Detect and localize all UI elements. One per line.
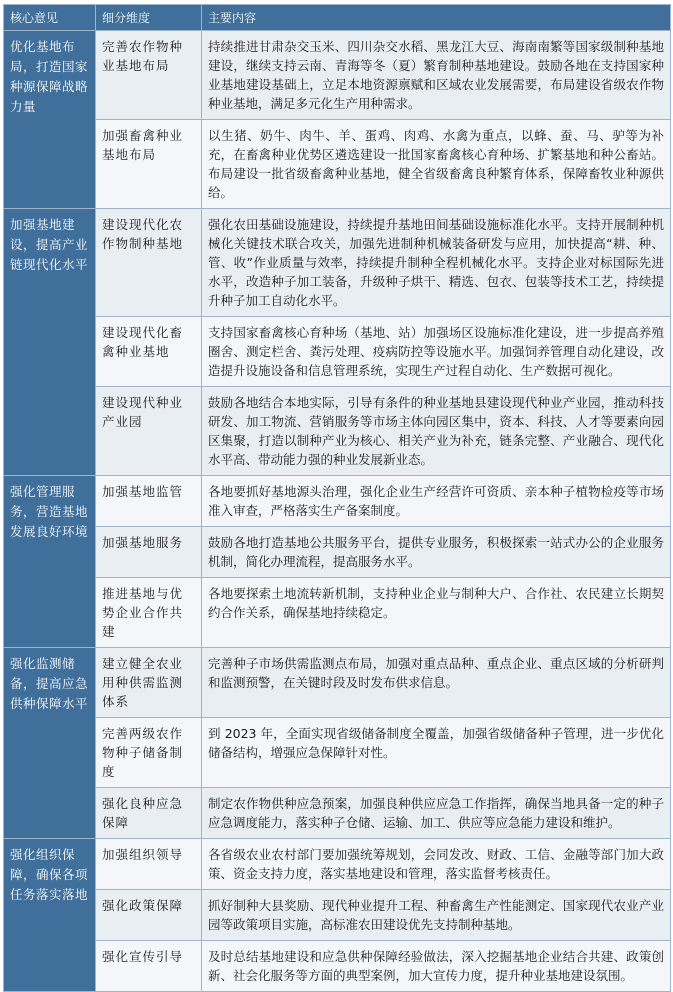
table-row — [4, 476, 671, 527]
content-cell: 各地要抓好基地源头治理，强化企业生产经营许可资质、亲本种子植物检疫等市场准入审查，严格落实生产备案制度。 — [202, 476, 671, 527]
table-row — [4, 788, 671, 839]
sub-dimension-cell: 加强组织领导 — [96, 839, 202, 890]
sub-dimension-cell: 建设现代化农作物制种基地 — [96, 209, 202, 317]
sub-dimension-cell: 强化政策保障 — [96, 890, 202, 941]
core-opinion-cell: 加强基地建设，提高产业链现代化水平 — [4, 209, 96, 476]
table-row — [4, 890, 671, 941]
header-core: 核心意见 — [4, 5, 96, 31]
table-row — [4, 120, 671, 209]
content-cell: 各省级农业农村部门要加强统筹规划，会同发改、财政、工信、金融等部门加大政策、资金支持力度，落实基地建设和管理，落实监督考核责任。 — [202, 839, 671, 890]
content-cell: 鼓励各地打造基地公共服务平台，提供专业服务，积极探索一站式办公的企业服务机制，简化办理流程，提高服务水平。 — [202, 527, 671, 578]
sub-dimension-cell: 建立健全农业用种供需监测体系 — [96, 648, 202, 718]
sub-dimension-cell: 建设现代化畜禽种业基地 — [96, 317, 202, 387]
sub-dimension-cell: 完善农作物种业基地布局 — [96, 31, 202, 120]
table-row — [4, 527, 671, 578]
sub-dimension-cell: 加强基地服务 — [96, 527, 202, 578]
content-cell: 及时总结基地建设和应急供种保障经验做法，深入挖掘基地企业结合共建、政策创新、社会化服务等方面的典型案例，加大宣传力度，提升种业基地建设氛围。 — [202, 941, 671, 992]
table-header-row — [4, 5, 671, 31]
content-cell: 完善种子市场供需监测点布局，加强对重点品种、重点企业、重点区域的分析研判和监测预警，在关键时段及时发布供求信息。 — [202, 648, 671, 718]
content-cell: 制定农作物供种应急预案，加强良种供应应急工作指挥，确保当地具备一定的种子应急调度能力，落实种子仓储、运输、加工、供应等应急能力建设和维护。 — [202, 788, 671, 839]
core-opinion-cell: 优化基地布局，打造国家种源保障战略力量 — [4, 31, 96, 209]
table-row — [4, 718, 671, 788]
content-cell: 鼓励各地结合本地实际，引导有条件的种业基地县建设现代种业产业园，推动科技研发、加工物流、营销服务等市场主体向园区集中，资本、科技、人才等要素向园区集聚，打造以制种产业为核心、相关产业为补充，链条完整、产业融合、现代化水平高、带动能力强的种业发展新业态。 — [202, 387, 671, 476]
header-content: 主要内容 — [202, 5, 671, 31]
core-opinion-cell: 强化组织保障，确保各项任务落实落地 — [4, 839, 96, 992]
content-cell: 支持国家畜禽核心育种场（基地、站）加强场区设施标准化建设，进一步提高养殖圈舍、测定栏舍、粪污处理、疫病防控等设施水平。加强饲养管理自动化建设，改造提升设施设备和信息管理系统，实现生产过程自动化、生产数据可视化。 — [202, 317, 671, 387]
core-opinion-cell: 强化监测储备，提高应急供种保障水平 — [4, 648, 96, 839]
sub-dimension-cell: 推进基地与优势企业合作共建 — [96, 578, 202, 648]
header-sub: 细分维度 — [96, 5, 202, 31]
content-cell: 强化农田基础设施建设，持续提升基地田间基础设施标准化水平。支持开展制种机械化关键技术联合攻关，加强先进制种机械装备研发与应用，加快提高“耕、种、管、收”作业质量与效率，持续提升制种全程机械化水平。支持企业对标国际先进水平，改造种子加工装备，升级种子烘干、精选、包衣、包装等技术工艺，持续提升种子加工自动化水平。 — [202, 209, 671, 317]
table-row — [4, 648, 671, 718]
content-cell: 到 2023 年，全面实现省级储备制度全覆盖，加强省级储备种子管理，进一步优化储备结构，增强应急保障针对性。 — [202, 718, 671, 788]
table-row — [4, 578, 671, 648]
content-cell: 以生猪、奶牛、肉牛、羊、蛋鸡、肉鸡、水禽为重点，以蜂、蚕、马、驴等为补充，在畜禽种业优势区遴选建设一批国家畜禽核心育种场、扩繁基地和种公畜站。布局建设一批省级畜禽种业基地，健全省级畜禽良种繁育体系，保障畜牧业种源供给。 — [202, 120, 671, 209]
table-row — [4, 209, 671, 317]
sub-dimension-cell: 加强畜禽种业基地布局 — [96, 120, 202, 209]
table-row — [4, 941, 671, 992]
table-row — [4, 317, 671, 387]
sub-dimension-cell: 建设现代种业产业园 — [96, 387, 202, 476]
sub-dimension-cell: 加强基地监管 — [96, 476, 202, 527]
policy-table — [3, 4, 671, 992]
content-cell: 各地要探索土地流转新机制，支持种业企业与制种大户、合作社、农民建立长期契约合作关系，确保基地持续稳定。 — [202, 578, 671, 648]
table-row — [4, 387, 671, 476]
sub-dimension-cell: 强化宣传引导 — [96, 941, 202, 992]
table-row — [4, 839, 671, 890]
content-cell: 持续推进甘肃杂交玉米、四川杂交水稻、黑龙江大豆、海南南繁等国家级制种基地建设，继续支持云南、青海等冬（夏）繁育制种基地建设。鼓励各地在支持国家种业基地建设基础上，立足本地资源禀赋和区域农业发展需要，布局建设省级农作物种业基地，满足多元化生产用种需求。 — [202, 31, 671, 120]
sub-dimension-cell: 强化良种应急保障 — [96, 788, 202, 839]
sub-dimension-cell: 完善两级农作物种子储备制度 — [96, 718, 202, 788]
core-opinion-cell: 强化管理服务，营造基地发展良好环境 — [4, 476, 96, 648]
content-cell: 抓好制种大县奖励、现代种业提升工程、种畜禽生产性能测定、国家现代农业产业园等政策项目实施，高标准农田建设优先支持制种基地。 — [202, 890, 671, 941]
table-row — [4, 31, 671, 120]
